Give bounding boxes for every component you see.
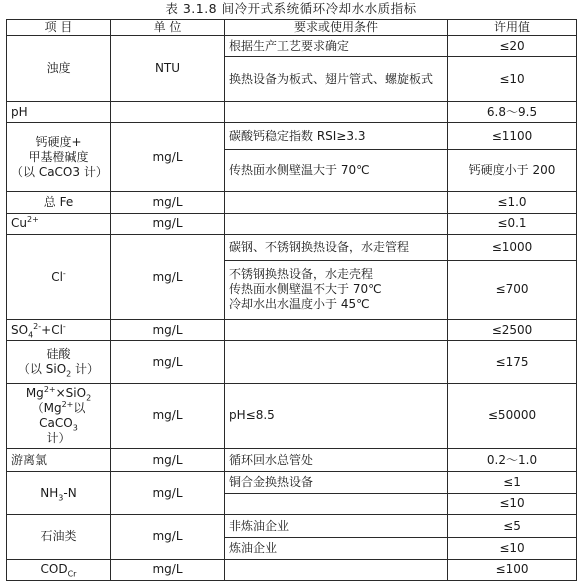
mg-basis-close: 计） — [46, 430, 71, 445]
condition-chloride-1: 碳钢、不锈钢换热设备，水走管程 — [225, 235, 448, 261]
header-unit: 单 位 — [111, 20, 225, 36]
table-header-row — [7, 20, 577, 36]
table-row — [7, 235, 577, 261]
condition-petroleum-1: 非炼油企业 — [225, 514, 448, 537]
condition-cod — [225, 559, 448, 580]
table-row — [7, 448, 577, 471]
table-row — [7, 320, 577, 341]
table-row — [7, 472, 577, 493]
table-row — [7, 341, 577, 384]
silica-basis-a: （以 SiO — [17, 362, 67, 377]
unit-petroleum: mg/L — [111, 514, 225, 559]
cl-symbol: Cl — [51, 269, 63, 284]
n-suffix: -N — [63, 485, 77, 500]
limit-silica: ≤175 — [448, 341, 577, 384]
condition-silica — [225, 341, 448, 384]
limit-petroleum-2: ≤10 — [448, 538, 577, 559]
item-mg-sio2 — [7, 384, 111, 449]
condition-petroleum-2: 炼油企业 — [225, 538, 448, 559]
mg-basis-open: （Mg — [31, 400, 62, 415]
condition-nh3n-2 — [225, 493, 448, 514]
limit-petroleum-1: ≤5 — [448, 514, 577, 537]
item-hardness: 钙硬度+ 甲基橙碱度 （以 CaCO3 计） — [7, 123, 111, 192]
unit-ph — [111, 101, 225, 122]
condition-hardness-1: 碳酸钙稳定指数 RSI≥3.3 — [225, 123, 448, 150]
unit-cu: mg/L — [111, 213, 225, 234]
limit-hardness-1: ≤1100 — [448, 123, 577, 150]
unit-hardness: mg/L — [111, 123, 225, 192]
cu-charge: 2+ — [26, 215, 39, 225]
item-cu — [7, 213, 111, 234]
condition-turbidity-2: 换热设备为板式、翅片管式、螺旋板式 — [225, 57, 448, 102]
limit-total-fe: ≤1.0 — [448, 192, 577, 213]
caco3-subscript: 3 — [72, 423, 78, 433]
condition-chloride-2: 不锈钢换热设备，水走壳程 传热面水侧壁温不大于 70℃ 冷却水出水温度小于 45℃ — [225, 260, 448, 320]
cod-subscript: Cr — [67, 569, 77, 579]
header-limit: 许用值 — [448, 20, 577, 36]
condition-ph — [225, 101, 448, 122]
sio2-subscript: 2 — [86, 393, 92, 403]
item-nh3n — [7, 472, 111, 515]
table-row — [7, 192, 577, 213]
unit-total-fe: mg/L — [111, 192, 225, 213]
item-silica — [7, 341, 111, 384]
mg-symbol: Mg — [25, 385, 44, 400]
cl-charge-2: - — [62, 321, 66, 331]
limit-chloride-2: ≤700 — [448, 260, 577, 320]
condition-nh3n-1: 铜合金换热设备 — [225, 472, 448, 493]
limit-chloride-1: ≤1000 — [448, 235, 577, 261]
limit-hardness-2: 钙硬度小于 200 — [448, 149, 577, 192]
item-petroleum: 石油类 — [7, 514, 111, 559]
table-row — [7, 101, 577, 122]
caco-symbol: 以 CaCO — [39, 400, 86, 430]
limit-ph: 6.8～9.5 — [448, 101, 577, 122]
so4-charge: 2- — [33, 321, 42, 331]
unit-nh3n: mg/L — [111, 472, 225, 515]
unit-sulfate-chloride: mg/L — [111, 320, 225, 341]
item-cod — [7, 559, 111, 580]
condition-cu — [225, 213, 448, 234]
item-free-chlorine: 游离氯 — [7, 448, 111, 471]
item-ph: pH — [7, 101, 111, 122]
cl-charge: - — [62, 268, 66, 278]
table-row — [7, 514, 577, 537]
item-chloride — [7, 235, 111, 320]
unit-chloride: mg/L — [111, 235, 225, 320]
condition-sulfate-chloride — [225, 320, 448, 341]
so-symbol: SO — [11, 322, 29, 337]
mg-basis-charge: 2+ — [61, 399, 74, 409]
cu-symbol: Cu — [11, 216, 27, 231]
so4-subscript: 4 — [28, 330, 34, 340]
silica-basis-b: 计） — [71, 362, 100, 377]
unit-mg-sio2: mg/L — [111, 384, 225, 449]
table-row — [7, 36, 577, 57]
condition-hardness-2: 传热面水侧壁温大于 70℃ — [225, 149, 448, 192]
limit-turbidity-1: ≤20 — [448, 36, 577, 57]
times-sio-symbol: ×SiO — [55, 385, 87, 400]
header-condition: 要求或使用条件 — [225, 20, 448, 36]
plus-cl-symbol: +Cl — [41, 322, 63, 337]
silica-subscript: 2 — [66, 369, 72, 379]
table-caption: 表 3.1.8 间冷开式系统循环冷却水水质指标 — [165, 1, 417, 16]
limit-nh3n-2: ≤10 — [448, 493, 577, 514]
limit-free-chlorine: 0.2～1.0 — [448, 448, 577, 471]
water-quality-table — [6, 19, 577, 581]
condition-turbidity-1: 根据生产工艺要求确定 — [225, 36, 448, 57]
condition-total-fe — [225, 192, 448, 213]
nh-symbol: NH — [40, 485, 59, 500]
limit-turbidity-2: ≤10 — [448, 57, 577, 102]
condition-mg-sio2: pH≤8.5 — [225, 384, 448, 449]
unit-silica: mg/L — [111, 341, 225, 384]
table-row — [7, 384, 577, 449]
limit-cod: ≤100 — [448, 559, 577, 580]
table-row — [7, 123, 577, 150]
condition-free-chlorine: 循环回水总管处 — [225, 448, 448, 471]
item-total-fe: 总 Fe — [7, 192, 111, 213]
limit-nh3n-1: ≤1 — [448, 472, 577, 493]
unit-turbidity: NTU — [111, 36, 225, 102]
limit-cu: ≤0.1 — [448, 213, 577, 234]
item-sulfate-chloride — [7, 320, 111, 341]
mg-charge: 2+ — [43, 384, 56, 394]
table-row — [7, 213, 577, 234]
cod-symbol: COD — [40, 562, 68, 577]
header-item: 项 目 — [7, 20, 111, 36]
limit-sulfate-chloride: ≤2500 — [448, 320, 577, 341]
unit-cod: mg/L — [111, 559, 225, 580]
unit-free-chlorine: mg/L — [111, 448, 225, 471]
silica-label: 硅酸 — [46, 347, 71, 362]
item-turbidity: 浊度 — [7, 36, 111, 102]
limit-mg-sio2: ≤50000 — [448, 384, 577, 449]
nh3-subscript: 3 — [58, 493, 64, 503]
table-row — [7, 559, 577, 580]
